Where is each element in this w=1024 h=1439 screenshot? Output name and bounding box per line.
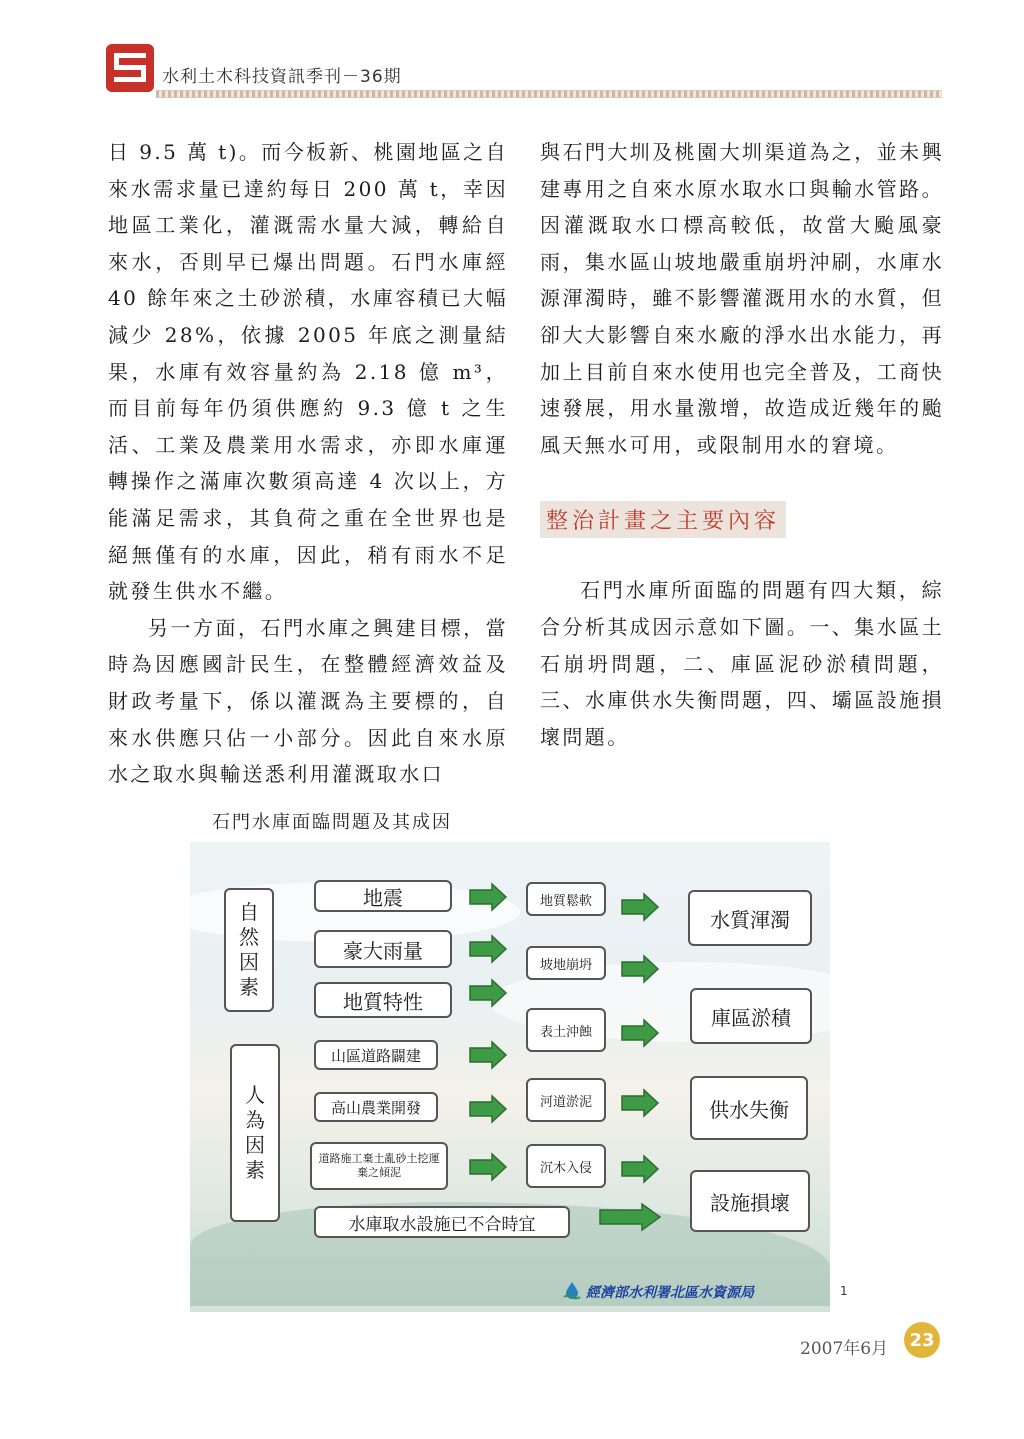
right-arrow-icon (468, 882, 508, 912)
vertical-char: 因 (239, 950, 259, 974)
human-factors-label (245, 1083, 265, 1183)
problem-box: 庫區淤積 (690, 988, 812, 1044)
journal-header (106, 44, 942, 104)
right-arrow-icon (620, 1018, 660, 1048)
cause-box: 豪大雨量 (314, 930, 452, 968)
organization-label: 經濟部水利署北區水資源局 (586, 1285, 754, 1301)
problem-cause-diagram (190, 842, 848, 1306)
right-arrow-icon (468, 1094, 508, 1124)
problem-box: 設施損壞 (690, 1170, 810, 1232)
water-drop-icon (562, 1280, 582, 1300)
vertical-char: 自 (239, 900, 259, 924)
figure-caption: 石門水庫面臨問題及其成因 (212, 812, 452, 833)
natural-factors-box (224, 888, 274, 1012)
right-paragraph-1: 與石門大圳及桃園大圳渠道為之，並未興建專用之自來水原水取水口與輸水管路。因灌溉取水口標高較低，故當大颱風豪雨，集水區山坡地嚴重崩坍沖刷，水庫水源渾濁時，雖不影響灌溉用水的水質，但卻大大影響自來水廠的淨水出水能力，再加上目前自來水使用也完全普及，工商快速發展，用水量激增，故造成近幾年的颱風天無水可用，或限制用水的窘境。 (540, 140, 944, 457)
intermediate-box: 地質鬆軟 (526, 882, 606, 916)
right-arrow-icon (620, 1088, 660, 1118)
right-column (540, 134, 944, 755)
right-paragraph-2: 石門水庫所面臨的問題有四大類，綜合分析其成因示意如下圖。一、集水區土石崩坍問題，二、庫區泥砂淤積問題，三、水庫供水失衡問題，四、壩區設施損壞問題。 (540, 578, 944, 749)
vertical-char: 為 (245, 1108, 265, 1132)
human-factors-box (230, 1044, 280, 1222)
vertical-char: 然 (239, 925, 259, 949)
cause-box: 山區道路闢建 (314, 1040, 438, 1070)
cause-box: 地質特性 (314, 982, 452, 1018)
cause-box-wide: 水庫取水設施已不合時宜 (314, 1206, 570, 1238)
problem-box: 供水失衡 (690, 1076, 808, 1140)
vertical-char: 人 (245, 1083, 265, 1107)
journal-logo-icon (106, 44, 154, 92)
cause-box: 地震 (314, 880, 452, 912)
long-right-arrow-icon (598, 1202, 662, 1232)
journal-title: 水利土木科技資訊季刊－36期 (162, 67, 402, 87)
page-number-badge: 23 (904, 1322, 940, 1358)
right-arrow-icon (620, 892, 660, 922)
vertical-char: 素 (239, 975, 259, 999)
intermediate-box: 表土沖蝕 (526, 1008, 606, 1052)
section-heading: 整治計畫之主要內容 (540, 501, 786, 538)
cause-box: 道路施工棄土亂砂土挖運棄之傾泥 (310, 1142, 448, 1190)
left-paragraph-2: 另一方面，石門水庫之興建目標，當時為因應國計民生，在整體經濟效益及財政考量下，係以灌溉為主要標的，自來水供應只佔一小部分。因此自來水原水之取水與輸送悉利用灌溉取水口 (108, 615, 508, 787)
slide-number: 1 (840, 1284, 848, 1298)
right-arrow-icon (620, 954, 660, 984)
issue-date: 2007年6月 (800, 1339, 889, 1359)
intermediate-box: 沉木入侵 (526, 1144, 606, 1188)
natural-factors-label (239, 900, 259, 1000)
header-divider (156, 90, 942, 98)
vertical-char: 素 (245, 1158, 265, 1182)
vertical-char: 因 (245, 1133, 265, 1157)
cause-box: 高山農業開發 (314, 1092, 438, 1122)
intermediate-box: 坡地崩坍 (526, 946, 606, 980)
intermediate-box: 河道淤泥 (526, 1078, 606, 1122)
right-arrow-icon (468, 1152, 508, 1182)
right-arrow-icon (468, 934, 508, 964)
right-arrow-icon (468, 1040, 508, 1070)
right-arrow-icon (468, 978, 508, 1008)
left-paragraph-1: 日 9.5 萬 t)。而今板新、桃園地區之自來水需求量已達約每日 200 萬 t，幸因地區工業化，灌溉需水量大減，轉給自來水，否則早已爆出問題。石門水庫經40 餘年來之土砂淤積，水庫容積已大幅減少 28%，依據 2005 年底之測量結果，水庫有效容量約為 2.18 億 m³，而目前每年仍須供應約 9.3 億 t 之生活、工業及農業用水需求，亦即水庫運轉操作之滿庫次數須高達 4 次以上，方能滿足需求，其負荷之重在全世界也是絕無僅有的水庫，因此，稍有雨水不足就發生供水不繼。 (108, 140, 508, 604)
problem-box: 水質渾濁 (688, 890, 812, 946)
right-arrow-icon (620, 1154, 660, 1184)
left-column (108, 134, 508, 793)
